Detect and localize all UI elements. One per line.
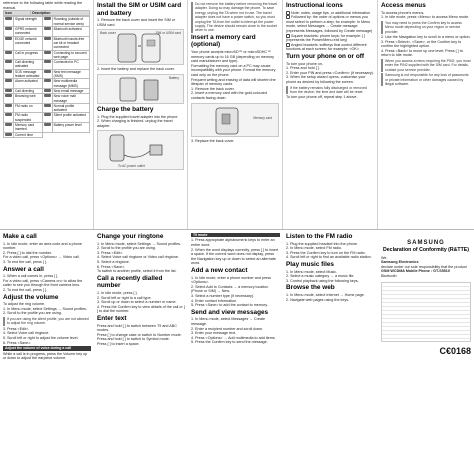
icon-table-row	[4, 36, 90, 50]
status-icon	[5, 133, 12, 136]
make-step-3: 3. To end the call, press [ ].	[3, 259, 47, 264]
music-title: Play music files	[286, 260, 334, 268]
icon-description: New multimedia message (MMS)	[52, 79, 89, 89]
install-title: Install the SIM or USIM card and battery	[97, 2, 182, 17]
battery-illustration	[97, 74, 184, 104]
ring-step-2: 2. Scroll to the profile you are using.	[97, 246, 156, 251]
status-icon-cell	[4, 69, 14, 79]
icon-table-row	[4, 50, 90, 60]
status-icon	[44, 89, 51, 92]
status-icon	[5, 60, 12, 63]
status-icon	[44, 94, 51, 97]
icon-table-header	[4, 11, 90, 16]
answer-title: Answer a call	[3, 265, 44, 273]
icon-description: Current time	[14, 132, 43, 137]
contact-step-5: 5. Press <Save> to add the contact to memory.	[191, 303, 268, 308]
status-icon-cell	[42, 27, 52, 37]
status-icon	[44, 27, 51, 30]
answer-step-1b: For a video call, press <Camera on> to allow the caller to see you through the front camera lens.	[3, 278, 83, 288]
icon-table-body	[3, 16, 90, 137]
text-step-1: Press and hold [ ] to switch between T9 and ABC modes.	[97, 323, 177, 333]
icon-description: Connecting to secured web page	[52, 50, 89, 60]
send-title: Send and view messages	[191, 308, 269, 316]
ringtone-title: Change your ringtone	[97, 233, 164, 240]
top-col-2	[94, 0, 188, 230]
status-icon	[44, 17, 51, 20]
top-col-1	[0, 0, 94, 230]
icon-table-row	[4, 88, 90, 93]
icon-description: Browsing web	[14, 94, 43, 104]
vol-step-4: 4. Select Voice call ringtone.	[3, 331, 50, 336]
status-icon-cell	[42, 50, 52, 60]
arrow-icon	[286, 15, 290, 19]
icon-table-row	[4, 123, 90, 133]
status-icon	[44, 60, 51, 63]
fm-step-3: 3. Press the Confirm key to turn on the FM radio.	[286, 250, 366, 255]
ring-step-7: To switch to another profile, select it from the list.	[97, 269, 177, 274]
access-note-3: Samsung is not responsible for any loss of passwords or private information or other damages caused by illegal software.	[381, 73, 471, 86]
memory-bullet-1: Formatting the memory card on a PC may cause incompatibility with your phone. Format the memory card only on the phone.	[191, 63, 276, 77]
icon-description: Call in progress	[14, 50, 43, 60]
phone-back-icon	[98, 30, 186, 64]
charge-step-1: 1. Plug the supplied travel adapter into the phone.	[97, 114, 179, 119]
status-icon-cell	[42, 60, 52, 70]
bottom-col-4	[283, 231, 378, 461]
icon-description: Normal profile activated	[52, 103, 89, 113]
vol-step-2: 2. Scroll to the profile you are using.	[3, 311, 62, 316]
access-intro: To access phone's menus,	[381, 10, 425, 15]
music-step-1: 1. In Menu mode, select Music.	[286, 269, 338, 274]
icon-table-row	[4, 132, 90, 137]
status-icon	[5, 79, 12, 82]
charge-title: Charge the battery	[97, 105, 154, 113]
status-icon-cell	[42, 79, 52, 89]
icon-item-4: Angled brackets: softkeys that control different functions at each screen; for example: <OK>	[286, 42, 367, 52]
status-icon-cell	[4, 17, 14, 27]
icon-description: Call diverting	[14, 88, 43, 93]
memory-card-icon	[192, 104, 280, 136]
volume-title: Adjust the volume	[3, 293, 59, 301]
icon-description: Bluetooth hands-free car kit or headset connected	[52, 36, 89, 50]
install-step-1: 1. Remove the back cover and insert the SIM or USIM card.	[97, 18, 176, 27]
status-icon-cell	[4, 103, 14, 113]
doc-title: Declaration of Conformity (R&TTE)	[383, 247, 469, 253]
access-note-1: You may need to press the Confirm key to access Menu mode depending on your region or service provider.	[381, 21, 471, 34]
doc-we: We,	[381, 255, 388, 260]
bottom-col-3	[188, 231, 283, 461]
access-title: Access menus	[381, 2, 426, 9]
icon-description: New voice mail message	[52, 94, 89, 104]
icon-description: Roaming (outside of normal service area)	[52, 17, 89, 27]
power-title: Turn your phone on or off	[286, 52, 364, 60]
adjust-voice-text: While a call is in progress, press the Volume key up or down to adjust the earpiece volume.	[3, 351, 88, 361]
doc-company: Samsung Electronics	[381, 260, 419, 265]
vol-step-3: 3. Press <Edit>.	[3, 326, 30, 331]
contact-step-4: 4. Enter contact information.	[191, 298, 238, 303]
send-step-5: 5. Press the Confirm key to send the message.	[191, 340, 268, 345]
status-icon	[44, 70, 51, 73]
contact-title: Add a new contact	[191, 266, 248, 274]
status-icon-cell	[4, 36, 14, 50]
ce-mark: C€0168	[439, 345, 471, 356]
adjust-voice-title: Adjust the volume of voice during a call	[3, 346, 91, 350]
bracket-icon	[286, 34, 290, 38]
icon-description: Call diverting activated	[14, 60, 43, 70]
bottom-half	[0, 231, 474, 461]
power-note: If the battery remains fully discharged or removed from the device, the time and date will be reset.	[286, 86, 374, 95]
doc-body-lines	[381, 282, 471, 342]
memory-step-3: 3. Replace the back cover.	[191, 138, 235, 143]
status-icon	[44, 51, 51, 54]
contact-step-2: 2. Select Add to Contacts → a memory location (Phone or SIM) → New.	[191, 284, 269, 294]
enter-text-title: Enter text	[97, 314, 127, 322]
icon-description: Battery power level	[52, 123, 89, 133]
text-step-2: Press [ ] to change case or switch to Number mode.	[97, 332, 182, 337]
bottom-col-2	[94, 231, 188, 461]
ring-step-1: 1. In Menu mode, select Settings → Sound profiles.	[97, 241, 182, 246]
status-icon-cell	[4, 94, 14, 104]
icon-description: Alarm activated	[14, 79, 43, 89]
web-step-1: 1. In Menu mode, select Internet → Home page.	[286, 292, 365, 297]
icon-description: SOS message feature activated	[14, 69, 43, 79]
power-step-3: 3. When the setup wizard opens, customise your phone as desired by following the screen.	[286, 75, 366, 84]
top-col-5	[378, 0, 474, 230]
icon-item-3: Square brackets: phone keys; for example: [ ] (represents the Power/Menu exit key)	[286, 33, 366, 43]
icon-table-row	[4, 113, 90, 123]
icons-title: Instructional icons	[286, 2, 343, 9]
status-icon	[5, 113, 12, 116]
vol-step-1: 1. In Menu mode, select Settings → Sound profiles.	[3, 306, 88, 311]
send-step-3: 3. Enter your message text.	[191, 331, 237, 336]
t9-title: T9 mode	[191, 233, 280, 237]
memory-card-label: Memory card	[253, 115, 272, 120]
icon-head: Icon	[4, 11, 31, 16]
back-cover-label: Back cover	[100, 31, 116, 36]
status-icon	[5, 104, 12, 107]
samsung-logo: SAMSUNG	[407, 240, 445, 246]
vol-step-0: To adjust the ring volume,	[3, 302, 46, 307]
text-step-4: Press [ ] to insert a space.	[97, 341, 140, 346]
answer-step-2: 2. To end the call, press [ ].	[3, 287, 47, 292]
power-step-2: 2. Enter your PIN and press <Confirm> (if necessary).	[286, 70, 374, 75]
status-icon-cell	[4, 113, 14, 123]
vol-step-6: 6. Press <Save>.	[3, 340, 32, 345]
answer-step-1: 1. When a call comes in, press [ ].	[3, 274, 59, 279]
vol-note: If you are using the silent profile, you are not allowed to adjust the ring volume.	[3, 317, 91, 326]
status-icon-cell	[42, 94, 52, 104]
doc-model: GSM WCDMA Mobile Phone : GT-S5510	[381, 269, 450, 274]
note-icon	[286, 11, 290, 15]
desc-head: Description	[31, 11, 90, 16]
status-icon	[5, 94, 12, 97]
music-step-3: 3. Control playback using the following keys.	[286, 278, 359, 283]
web-step-2: 2. Navigate web pages using the keys.	[286, 297, 350, 302]
icon-description: EDGE network connected	[14, 36, 43, 50]
contact-step-3: 3. Select a number type (if necessary).	[191, 293, 255, 298]
recent-title: Call a recently dialled number	[97, 274, 163, 290]
contact-step-1: 1. In Idle mode, enter a phone number and press <Options>.	[191, 275, 271, 285]
charge-step-2: 2. When charging is finished, unplug the travel adapter.	[97, 119, 173, 128]
status-icon-cell	[4, 27, 14, 37]
bottom-col-5	[378, 231, 474, 461]
status-icon	[44, 104, 51, 107]
recent-step-3: 3. Scroll up or down to select a number or name.	[97, 300, 177, 305]
icon-description: Silent profile activated	[52, 113, 89, 123]
power-intro: To turn your phone on,	[286, 61, 323, 66]
charge-illustration	[97, 130, 184, 170]
install-illustration	[97, 29, 184, 65]
ac-outlet-label: To AC power outlet	[118, 164, 145, 169]
recent-step-2: 2. Scroll left or right to a call type.	[97, 295, 152, 300]
status-icon-cell	[4, 123, 14, 133]
fold-line	[0, 229, 474, 230]
icon-description: GPRS network connected	[14, 27, 43, 37]
status-icon-cell	[4, 60, 14, 70]
t9-step-1: 1. Press appropriate alphanumeric keys to enter an entire word.	[191, 238, 275, 247]
fm-step-2: 2. In Menu mode, select FM radio.	[286, 246, 342, 251]
status-icon	[5, 37, 12, 40]
send-step-4: 4. Press <Options> → Add multimedia to add items.	[191, 335, 276, 340]
status-icon	[5, 51, 12, 54]
send-step-1: 1. In Menu mode, select Messages → Create message.	[191, 317, 265, 326]
icon-description: New email message	[52, 88, 89, 93]
music-step-2: 2. Select a music category → a music file.	[286, 274, 355, 279]
recent-step-4: 4. Press the Confirm key to view details of the call or [ ] to dial the number.	[97, 304, 185, 314]
make-call-title: Make a call	[3, 233, 37, 240]
status-icon-cell	[4, 79, 14, 89]
doc-bluetooth: Bluetooth	[381, 273, 397, 278]
memory-step-1: 1. Remove the back cover.	[191, 86, 235, 91]
fm-step-1: 1. Plug the supplied headset into the phone.	[286, 241, 358, 246]
icon-description: Signal strength	[14, 17, 43, 27]
vol-step-5: 5. Scroll left or right to adjust the volume level.	[3, 335, 79, 340]
sim-label: SIM or USIM card	[155, 31, 181, 36]
ring-step-3: 3. Press <Edit>.	[97, 250, 124, 255]
status-icon-cell	[42, 113, 52, 123]
make-step-1: 1. In Idle mode, enter an area code and a phone number.	[3, 241, 82, 251]
status-icon	[5, 89, 12, 92]
status-icon-cell	[42, 36, 52, 50]
access-step-4: 4. Press <Back> to move up one level; Press [ ] to return to Idle mode.	[381, 48, 463, 58]
icon-table-row	[4, 94, 90, 104]
doc-declare: declare under our sole responsibility that the product	[381, 264, 467, 269]
status-icon-cell	[42, 123, 52, 133]
icon-description: New text message (SMS)	[52, 69, 89, 79]
status-icon	[5, 17, 12, 20]
icon-table-row	[4, 79, 90, 89]
icon-item-2: Followed by: the order of options or menus you must select to perform a step; for example: In Menu mode, select Messages → Create message (represents Messages, followed by Create message)	[286, 15, 373, 33]
icon-description: Memory card inserted	[14, 123, 43, 133]
memory-title: Insert a memory card (optional)	[191, 33, 256, 49]
battery-label: Battery	[168, 75, 179, 80]
icon-table-row	[4, 60, 90, 70]
ring-step-5: 5. Select a ringtone.	[97, 259, 130, 264]
make-step-2b: For a video call, press <Options> → Video call.	[3, 255, 80, 260]
icon-description: Connected to PC	[52, 60, 89, 70]
access-step-2: 2. Use the Navigation key to scroll to a menu or option.	[381, 35, 471, 39]
status-icon	[5, 123, 12, 126]
top-col-3	[188, 0, 283, 230]
status-icon-cell	[42, 17, 52, 27]
memory-text: Your phone accepts microSD™ or microSDHC™ memory cards up to 16 GB (depending on memory card manufacturer and type).	[191, 50, 275, 64]
memory-step-2: 2. Insert a memory card with the gold-coloured contacts facing down.	[191, 91, 268, 100]
status-icon	[5, 70, 12, 73]
status-icon-cell	[4, 50, 14, 60]
status-icon-cell	[42, 69, 52, 79]
access-step-1: 1. In Idle mode, press <Menu> to access Menu mode.	[381, 15, 470, 20]
power-step-1: 1. Press and hold [ ].	[286, 66, 320, 71]
ring-step-6: 6. Press <Save>.	[97, 264, 126, 269]
status-icon-cell	[4, 132, 14, 137]
fm-title: Listen to the FM radio	[286, 233, 353, 240]
icon-table-row	[4, 17, 90, 27]
charge-notes: Do not remove the battery before removing the travel adapter. Doing so may damage the phone. To save energy, unplug the TA when not in use. The travel adapter does not have a power switch, so you must unplug the TA from the outlet to interrupt the power supply. The device should remain close to the socket when in use.	[191, 2, 279, 33]
memory-illustration	[191, 103, 279, 137]
install-step-2: 2. Insert the battery and replace the back cover.	[97, 67, 175, 72]
status-icon	[44, 113, 51, 116]
top-col-4	[283, 0, 378, 230]
power-off: To turn your phone off, repeat step 1 above.	[286, 95, 358, 100]
status-icon-cell	[42, 103, 52, 113]
ring-step-4: 4. Select Voice call ringtone or Video call ringtone.	[97, 255, 179, 260]
icon-item-1: Note: notes, usage tips, or additional information	[286, 11, 374, 16]
t9-step-2: 2. When the word displays correctly, press [ ] to insert a space. If the correct word does not display, press the Navigation key up or down to select an alternate word.	[191, 247, 279, 266]
angle-bracket-icon	[286, 43, 290, 47]
text-step-3: Press and hold [ ] to switch to Symbol mode.	[97, 337, 170, 342]
make-step-2: 2. Press [ ] to dial the number.	[3, 250, 52, 255]
icon-table-row	[4, 103, 90, 113]
send-step-2: 2. Enter a recipient number and scroll down.	[191, 326, 264, 331]
bottom-col-1	[0, 231, 94, 461]
top-half	[0, 0, 474, 230]
web-title: Browse the web	[286, 284, 335, 292]
icon-table-row	[4, 27, 90, 37]
icon-table-row	[4, 69, 90, 79]
icon-description: Bluetooth activated	[52, 27, 89, 37]
intro-text: reference to the following table while reading the manual.	[3, 1, 83, 10]
access-step-3: 3. Press <Select>, <Save>, or the Confirm key to confirm the highlighted option.	[381, 39, 462, 49]
status-icon	[5, 27, 12, 30]
fm-step-4: 4. Scroll left or right to find an available radio station.	[286, 255, 372, 260]
icon-description: FM radio suspended	[14, 113, 43, 123]
access-note-2: When you access a menu requiring the PIN2, you must enter the PIN2 supplied with the SIM card. For details, contact your service provider.	[381, 59, 471, 72]
icon-description: FM radio on	[14, 103, 43, 113]
status-icon	[44, 123, 51, 126]
recent-step-1: 1. In Idle mode, press [ ].	[97, 290, 138, 295]
memory-bullet-2: Frequent writing and erasing of data will shorten the lifespan of memory cards.	[191, 77, 276, 87]
status-icon	[44, 37, 51, 40]
status-icon	[44, 79, 51, 82]
